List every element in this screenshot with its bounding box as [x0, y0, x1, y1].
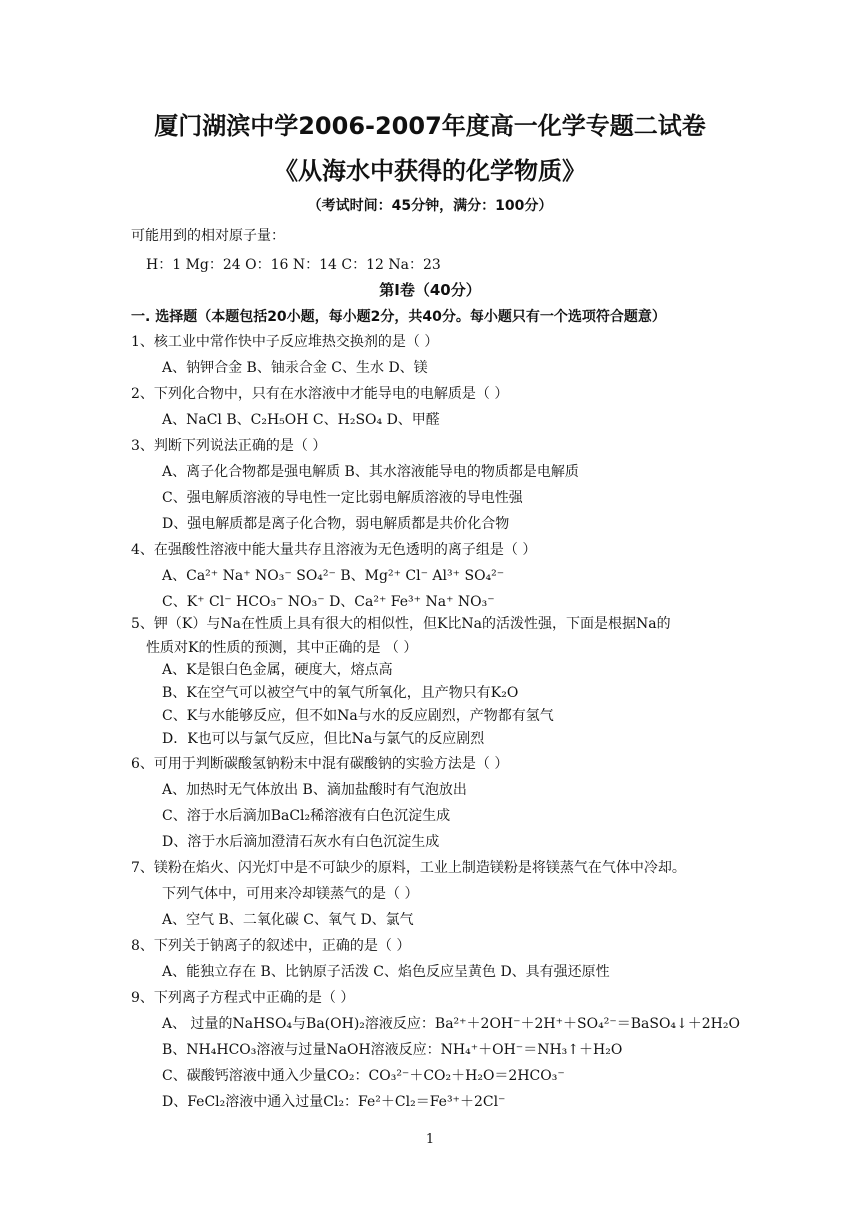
question-4-option-ab: A、Ca²⁺ Na⁺ NO₃⁻ SO₄²⁻ B、Mg²⁺ Cl⁻ Al³⁺ SO₄²⁻	[162, 568, 505, 584]
question-3: 3、判断下列说法正确的是（ ）	[131, 438, 327, 454]
question-2: 2、下列化合物中，只有在水溶液中才能导电的电解质是（ ）	[131, 386, 509, 402]
question-1: 1、核工业中常作快中子反应堆热交换剂的是（ ）	[131, 334, 439, 350]
question-2-options: A、NaCl B、C₂H₅OH C、H₂SO₄ D、甲醛	[162, 412, 440, 428]
question-1-options: A、钠钾合金 B、铀汞合金 C、生水 D、镁	[162, 360, 428, 376]
question-9-option-d: D、FeCl₂溶液中通入过量Cl₂：Fe²＋Cl₂＝Fe³⁺＋2Cl⁻	[162, 1094, 506, 1110]
question-6: 6、可用于判断碳酸氢钠粉末中混有碳酸钠的实验方法是（ ）	[131, 756, 509, 772]
question-3-option-ab: A、离子化合物都是强电解质 B、其水溶液能导电的物质都是电解质	[162, 464, 579, 480]
question-5-option-c: C、K与水能够反应，但不如Na与水的反应剧烈，产物都有氢气	[162, 708, 554, 724]
question-9-option-c: C、碳酸钙溶液中通入少量CO₂：CO₃²⁻＋CO₂＋H₂O＝2HCO₃⁻	[162, 1068, 565, 1084]
question-6-option-c: C、溶于水后滴加BaCl₂稀溶液有白色沉淀生成	[162, 808, 451, 824]
question-5-cont: 性质对K的性质的预测，其中正确的是 （ ）	[146, 640, 418, 656]
question-5-option-b: B、K在空气可以被空气中的氧气所氧化，且产物只有K₂O	[162, 685, 519, 701]
question-9-option-b: B、NH₄HCO₃溶液与过量NaOH溶液反应：NH₄⁺＋OH⁻＝NH₃↑＋H₂O	[162, 1042, 623, 1058]
question-7-cont: 下列气体中，可用来冷却镁蒸气的是（ ）	[162, 886, 419, 902]
question-4: 4、在强酸性溶液中能大量共存且溶液为无色透明的离子组是（ ）	[131, 542, 537, 558]
question-9-option-a: A、 过量的NaHSO₄与Ba(OH)₂溶液反应：Ba²⁺＋2OH⁻＋2H⁺＋SO₄²⁻＝BaSO₄↓＋2H₂O	[162, 1016, 740, 1032]
question-4-option-cd: C、K⁺ Cl⁻ HCO₃⁻ NO₃⁻ D、Ca²⁺ Fe³⁺ Na⁺ NO₃⁻	[162, 594, 495, 610]
question-8: 8、下列关于钠离子的叙述中，正确的是（ ）	[131, 938, 411, 954]
section-heading: 一. 选择题（本题包括20小题，每小题2分，共40分。每小题只有一个选项符合题意）	[131, 309, 666, 325]
exam-title: 厦门湖滨中学2006-2007年度高一化学专题二试卷	[154, 112, 706, 140]
atomic-mass-intro: 可能用到的相对原子量：	[131, 228, 285, 244]
atomic-mass-list: H：1 Mg：24 O：16 N：14 C：12 Na：23	[146, 257, 441, 273]
volume-heading: 第Ⅰ卷（40分）	[379, 281, 481, 299]
question-5: 5、钾（K）与Na在性质上具有很大的相似性，但K比Na的活泼性强，下面是根据Na的	[131, 616, 671, 632]
question-5-option-d: D．K也可以与氯气反应，但比Na与氯气的反应剧烈	[162, 731, 485, 747]
question-9: 9、下列离子方程式中正确的是（ ）	[131, 990, 355, 1006]
question-7-options: A、空气 B、二氧化碳 C、氧气 D、氯气	[162, 912, 414, 928]
question-3-option-c: C、强电解质溶液的导电性一定比弱电解质溶液的导电性强	[162, 490, 523, 506]
question-3-option-d: D、强电解质都是离子化合物，弱电解质都是共价化合物	[162, 516, 510, 532]
question-5-option-a: A、K是银白色金属，硬度大，熔点高	[162, 662, 393, 678]
question-8-options: A、能独立存在 B、比钠原子活泼 C、焰色反应呈黄色 D、具有强还原性	[162, 964, 610, 980]
question-7: 7、镁粉在焰火、闪光灯中是不可缺少的原料，工业上制造镁粉是将镁蒸气在气体中冷却。	[131, 860, 686, 876]
exam-subtitle: 《从海水中获得的化学物质》	[274, 157, 586, 185]
question-6-option-ab: A、加热时无气体放出 B、滴加盐酸时有气泡放出	[162, 782, 467, 798]
question-6-option-d: D、溶于水后滴加澄清石灰水有白色沉淀生成	[162, 834, 440, 850]
exam-info: （考试时间：45分钟，满分：100分）	[307, 198, 553, 214]
page-number: 1	[425, 1132, 435, 1147]
